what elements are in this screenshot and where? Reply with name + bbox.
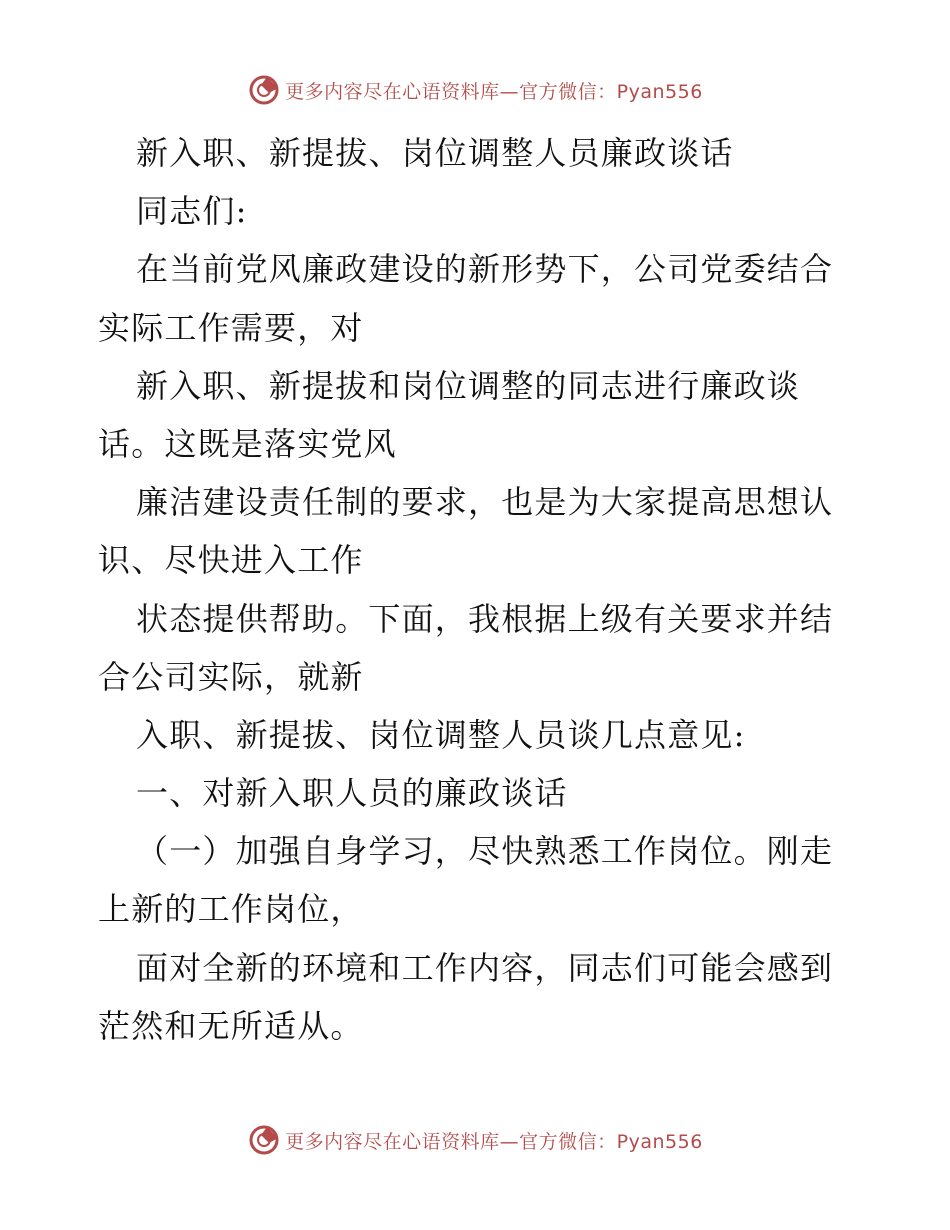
document-line: 合公司实际，就新 <box>98 657 364 696</box>
document-line: 新入职、新提拔和岗位调整的同志进行廉政谈 <box>136 366 801 405</box>
document-line: 一、对新入职人员的廉政谈话 <box>136 774 568 813</box>
document-line: 入职、新提拔、岗位调整人员谈几点意见: <box>136 715 746 754</box>
document-body <box>98 124 858 1055</box>
document-line: 廉洁建设责任制的要求，也是为大家提高思想认 <box>136 483 834 522</box>
footer-watermark-text: 更多内容尽在心语资料库—官方微信：Pyan556 <box>285 1130 703 1153</box>
document-line: 面对全新的环境和工作内容，同志们可能会感到 <box>136 948 834 987</box>
pen-logo-icon <box>247 73 281 107</box>
footer-watermark <box>0 1120 950 1160</box>
document-line: 话。这既是落实党风 <box>98 424 397 463</box>
document-line: 茫然和无所适从。 <box>98 1006 364 1045</box>
document-line: 上新的工作岗位， <box>98 890 364 929</box>
pen-logo-icon <box>247 1123 281 1157</box>
document-line: 实际工作需要，对 <box>98 308 364 347</box>
header-watermark-text: 更多内容尽在心语资料库—官方微信：Pyan556 <box>285 80 703 103</box>
document-line: 新入职、新提拔、岗位调整人员廉政谈话 <box>136 134 734 172</box>
document-line: 在当前党风廉政建设的新形势下，公司党委结合 <box>136 250 834 289</box>
document-line: 同志们: <box>136 192 248 231</box>
document-line: （一）加强自身学习，尽快熟悉工作岗位。刚走 <box>136 832 834 871</box>
header-watermark <box>0 70 950 110</box>
document-line: 识、尽快进入工作 <box>98 541 364 580</box>
document-line: 状态提供帮助。下面，我根据上级有关要求并结 <box>136 599 834 638</box>
